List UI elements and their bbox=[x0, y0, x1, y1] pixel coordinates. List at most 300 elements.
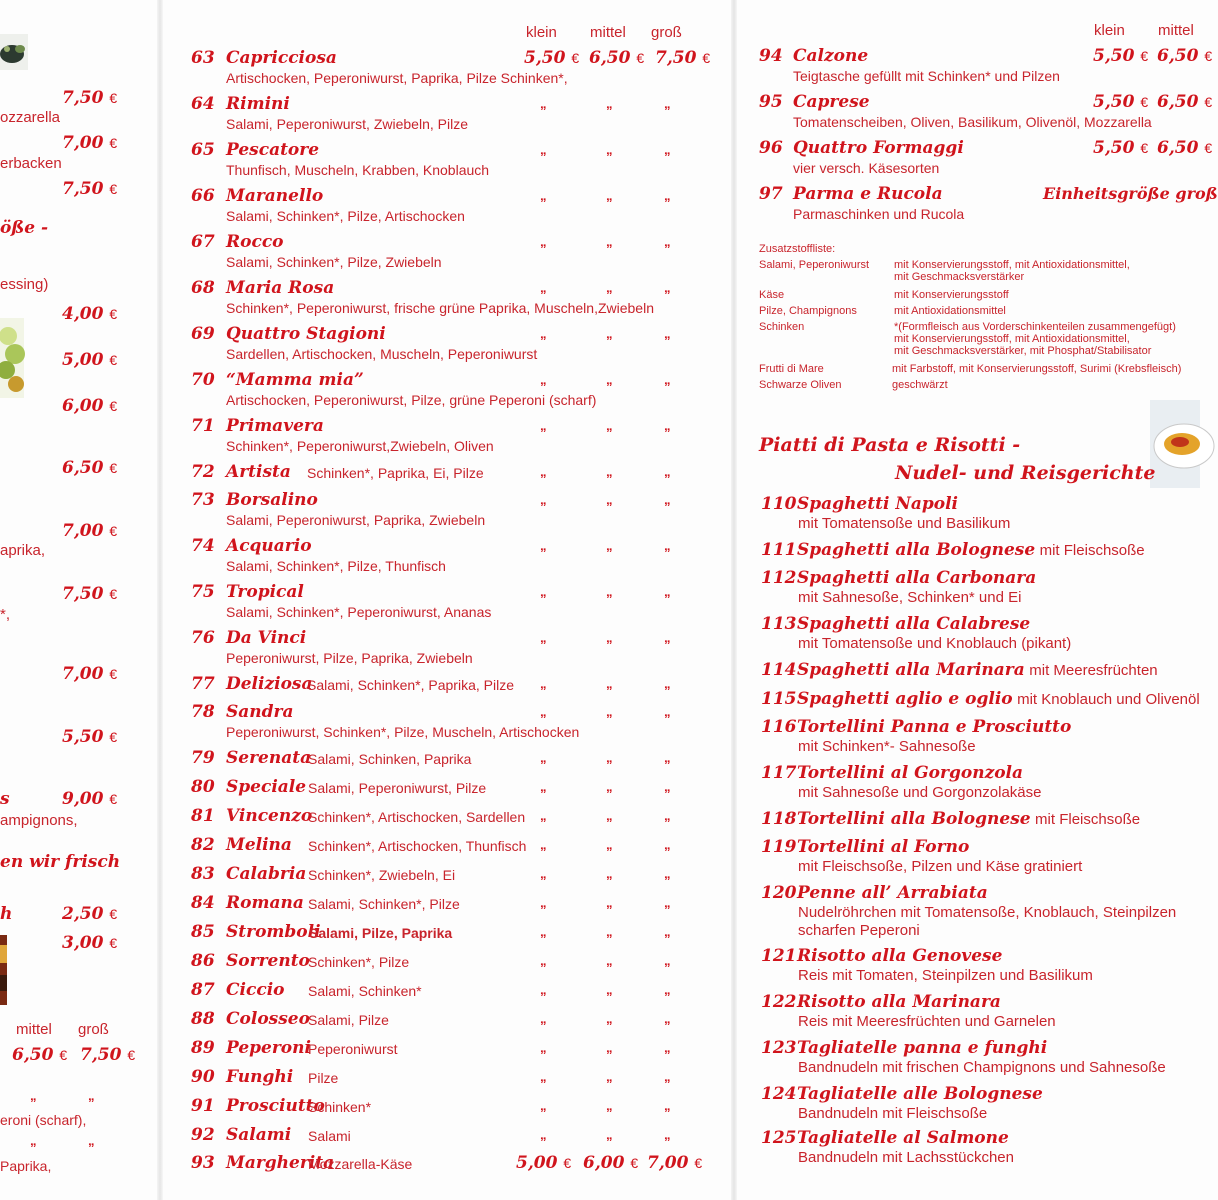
price-gross: 7,50 € bbox=[80, 1045, 136, 1065]
price bbox=[1157, 138, 1212, 158]
item-name: Risotto alla Genovese bbox=[797, 946, 1003, 966]
left-fragment: *, bbox=[0, 606, 11, 623]
ditto-mark: „ bbox=[664, 326, 672, 341]
item-number: 63 bbox=[191, 48, 215, 68]
item-number: 123 bbox=[761, 1038, 797, 1058]
price: 3,00 € bbox=[62, 933, 118, 953]
right-fold-shadow bbox=[731, 0, 737, 1200]
currency: € bbox=[1204, 94, 1213, 110]
item-number: 89 bbox=[191, 1038, 215, 1058]
item-name: Pescatore bbox=[226, 140, 320, 160]
additive-label: Frutti di Mare bbox=[759, 363, 824, 375]
ditto-mark: „ bbox=[540, 280, 548, 295]
item-number: 121 bbox=[761, 946, 797, 966]
ditto-mark: „ bbox=[606, 953, 614, 968]
currency: € bbox=[630, 1155, 639, 1171]
price bbox=[1093, 46, 1148, 66]
item-name: Peperoni bbox=[226, 1038, 311, 1058]
item-name: Caprese bbox=[793, 92, 870, 112]
ditto-mark: „ bbox=[540, 630, 548, 645]
ditto-mark: „ bbox=[606, 676, 614, 691]
ditto-mark: „ bbox=[606, 418, 614, 433]
item-name: Borsalino bbox=[226, 490, 318, 510]
item-description: Tomatenscheiben, Oliven, Basilikum, Olivenöl, Mozzarella bbox=[793, 114, 1152, 130]
ditto-mark: „ bbox=[606, 492, 614, 507]
ditto-mark: „ bbox=[88, 1133, 96, 1148]
left-fragment: ozzarella bbox=[0, 109, 61, 126]
item-number: 79 bbox=[191, 748, 215, 768]
price: 7,50 € bbox=[62, 584, 118, 604]
price: 2,50 € bbox=[62, 904, 118, 924]
ditto-mark: „ bbox=[664, 372, 672, 387]
additive-text: mit Geschmacksverstärker, mit Phosphat/Stabilisator bbox=[894, 345, 1152, 357]
item-name-line bbox=[797, 689, 1200, 709]
additive-label: Pilze, Champignons bbox=[759, 305, 857, 317]
size-header-mittel: mittel bbox=[590, 24, 626, 41]
additives-title: Zusatzstoffliste: bbox=[759, 243, 836, 255]
item-description: Parmaschinken und Rucola bbox=[793, 206, 965, 222]
item-name: Spaghetti alla Bolognese bbox=[797, 540, 1036, 560]
item-name: Spaghetti alla Carbonara bbox=[797, 568, 1037, 588]
item-name: Colosseo bbox=[226, 1009, 310, 1029]
ditto-mark: „ bbox=[606, 464, 614, 479]
pasta-section-subheading: Nudel- und Reisgerichte bbox=[895, 462, 1156, 484]
item-description: Mozzarella-Käse bbox=[308, 1156, 413, 1172]
item-name: Spaghetti alla Calabrese bbox=[797, 614, 1031, 634]
currency: € bbox=[1140, 48, 1149, 64]
item-name: Quattro Stagioni bbox=[226, 324, 386, 344]
price-value: 6,00 bbox=[583, 1153, 625, 1173]
price-value: 6,50 bbox=[1157, 92, 1199, 112]
item-name: Deliziosa bbox=[226, 674, 313, 694]
item-description: Schinken*, Artischocken, Sardellen bbox=[308, 809, 526, 825]
price bbox=[524, 48, 579, 68]
price-value: 5,50 bbox=[524, 48, 566, 68]
ditto-mark: „ bbox=[540, 1127, 548, 1142]
ditto-mark: „ bbox=[664, 1127, 672, 1142]
ditto-mark: „ bbox=[606, 837, 614, 852]
item-description: Artischocken, Peperoniwurst, Pilze, grüne Peperoni (scharf) bbox=[226, 392, 597, 408]
item-description: Schinken* bbox=[308, 1099, 372, 1115]
price: 5,00 € bbox=[62, 350, 118, 370]
item-description: Salami, Schinken, Paprika bbox=[308, 751, 472, 767]
item-description: Salami, Schinken*, Paprika, Pilze bbox=[307, 677, 514, 693]
ditto-mark: „ bbox=[540, 418, 548, 433]
item-number: 91 bbox=[191, 1096, 215, 1116]
ditto-mark: „ bbox=[540, 895, 548, 910]
item-name: Tortellini al Forno bbox=[797, 837, 970, 857]
ditto-mark: „ bbox=[540, 837, 548, 852]
currency: € bbox=[1204, 140, 1213, 156]
item-name-line bbox=[797, 568, 1036, 588]
price: 7,00 € bbox=[62, 664, 118, 684]
ditto-mark: „ bbox=[606, 1127, 614, 1142]
ditto-mark: „ bbox=[30, 1088, 38, 1103]
item-description: mit Meeresfrüchten bbox=[1029, 662, 1158, 679]
ditto-mark: „ bbox=[664, 895, 672, 910]
ditto-mark: „ bbox=[664, 234, 672, 249]
item-number: 81 bbox=[191, 806, 215, 826]
ditto-mark: „ bbox=[540, 676, 548, 691]
item-description: Reis mit Tomaten, Steinpilzen und Basilikum bbox=[798, 967, 1093, 984]
item-number: 68 bbox=[191, 278, 215, 298]
item-number: 119 bbox=[761, 837, 797, 857]
item-name: Sorrento bbox=[226, 951, 310, 971]
ditto-mark: „ bbox=[664, 96, 672, 111]
additive-text: mit Geschmacksverstärker bbox=[894, 271, 1025, 283]
item-description: Salami, Schinken*, Pilze, Zwiebeln bbox=[226, 254, 442, 270]
item-description: Bandnudeln mit Lachsstückchen bbox=[798, 1149, 1014, 1166]
size-header-klein: klein bbox=[1094, 22, 1125, 39]
price: 7,50 € bbox=[62, 179, 118, 199]
item-name-line bbox=[797, 837, 969, 857]
left-fragment: öße - bbox=[0, 218, 49, 238]
item-name-line bbox=[797, 883, 988, 903]
price-value: 6,50 bbox=[1157, 46, 1199, 66]
item-description: Salami bbox=[308, 1128, 351, 1144]
ditto-mark: „ bbox=[664, 808, 672, 823]
item-description: mit Fleischsoße, Pilzen und Käse gratiniert bbox=[798, 858, 1083, 875]
item-description: Nudelröhrchen mit Tomatensoße, Knoblauch, Steinpilzen bbox=[798, 904, 1177, 921]
additive-text: mit Konservierungsstoff bbox=[894, 289, 1009, 301]
item-name: Rimini bbox=[226, 94, 290, 114]
ditto-mark: „ bbox=[664, 1011, 672, 1026]
ditto-mark: „ bbox=[606, 982, 614, 997]
left-fragment: Paprika, bbox=[0, 1158, 52, 1174]
ditto-mark: „ bbox=[606, 1011, 614, 1026]
ditto-mark: „ bbox=[540, 188, 548, 203]
item-description: Salami, Pilze bbox=[308, 1012, 389, 1028]
item-name: Funghi bbox=[226, 1067, 294, 1087]
item-description: mit Knoblauch und Olivenöl bbox=[1017, 691, 1200, 708]
item-description: Salami, Peperoniwurst, Paprika, Zwiebeln bbox=[226, 512, 486, 528]
left-fold-shadow bbox=[157, 0, 163, 1200]
ditto-mark: „ bbox=[664, 866, 672, 881]
food-photo-top-left bbox=[0, 34, 28, 70]
item-name-line bbox=[797, 1038, 1047, 1058]
ditto-mark: „ bbox=[606, 1069, 614, 1084]
item-name: Melina bbox=[226, 835, 292, 855]
item-name: Speciale bbox=[226, 777, 307, 797]
item-name: Parma e Rucola bbox=[793, 184, 943, 204]
ditto-mark: „ bbox=[664, 492, 672, 507]
item-description: Schinken*, Paprika, Ei, Pilze bbox=[307, 465, 484, 481]
ditto-mark: „ bbox=[540, 234, 548, 249]
price: 5,50 € bbox=[62, 727, 118, 747]
item-name-line bbox=[797, 1128, 1009, 1148]
item-number: 111 bbox=[761, 540, 797, 560]
left-fragment: aprika, bbox=[0, 542, 46, 559]
item-description: Schinken*, Pilze bbox=[308, 954, 410, 970]
item-name: Risotto alla Marinara bbox=[797, 992, 1001, 1012]
item-number: 94 bbox=[759, 46, 783, 66]
currency: € bbox=[636, 50, 645, 66]
item-name: Salami bbox=[226, 1125, 292, 1145]
left-fragment: h bbox=[0, 904, 13, 924]
item-description: mit Sahnesoße, Schinken* und Ei bbox=[798, 589, 1022, 606]
ditto-mark: „ bbox=[606, 538, 614, 553]
item-number: 73 bbox=[191, 490, 215, 510]
price: 7,00 € bbox=[62, 521, 118, 541]
currency: € bbox=[1140, 140, 1149, 156]
item-number: 122 bbox=[761, 992, 797, 1012]
left-fragment: erbacken bbox=[0, 155, 62, 172]
item-description: Peperoniwurst, Pilze, Paprika, Zwiebeln bbox=[226, 650, 473, 666]
price-value: 5,50 bbox=[1093, 46, 1135, 66]
price bbox=[1093, 138, 1148, 158]
item-number: 115 bbox=[761, 689, 797, 709]
item-number: 72 bbox=[191, 462, 215, 482]
ditto-mark: „ bbox=[540, 704, 548, 719]
item-description: Peperoniwurst, Schinken*, Pilze, Muscheln, Artischocken bbox=[226, 724, 580, 740]
item-name: Tagliatelle alle Bolognese bbox=[797, 1084, 1043, 1104]
ditto-mark: „ bbox=[540, 924, 548, 939]
ditto-mark: „ bbox=[606, 808, 614, 823]
item-number: 69 bbox=[191, 324, 215, 344]
item-name: Stromboli bbox=[226, 922, 321, 942]
item-number: 78 bbox=[191, 702, 215, 722]
ditto-mark: „ bbox=[540, 464, 548, 479]
ditto-mark: „ bbox=[606, 326, 614, 341]
size-header-gross: groß bbox=[651, 24, 682, 41]
item-description: Salami, Peperoniwurst, Pilze bbox=[308, 780, 487, 796]
item-name: Serenata bbox=[226, 748, 312, 768]
item-description: Schinken*, Peperoniwurst,Zwiebeln, Oliven bbox=[226, 438, 494, 454]
item-name: Tortellini Panna e Prosciutto bbox=[797, 717, 1072, 737]
item-name: Spaghetti alla Marinara bbox=[797, 660, 1025, 680]
ditto-mark: „ bbox=[606, 924, 614, 939]
item-name: Quattro Formaggi bbox=[793, 138, 964, 158]
item-description: mit Tomatensoße und Basilikum bbox=[798, 515, 1011, 532]
item-number: 92 bbox=[191, 1125, 215, 1145]
price-value: 6,50 bbox=[1157, 138, 1199, 158]
ditto-mark: „ bbox=[664, 280, 672, 295]
item-number: 125 bbox=[761, 1128, 797, 1148]
ditto-mark: „ bbox=[540, 326, 548, 341]
item-name-line bbox=[797, 763, 1023, 783]
item-name: Sandra bbox=[226, 702, 294, 722]
item-number: 83 bbox=[191, 864, 215, 884]
ditto-mark: „ bbox=[664, 1040, 672, 1055]
item-description: Peperoniwurst bbox=[308, 1041, 398, 1057]
item-number: 113 bbox=[761, 614, 797, 634]
price bbox=[516, 1153, 571, 1173]
ditto-mark: „ bbox=[540, 1098, 548, 1113]
ditto-mark: „ bbox=[664, 1098, 672, 1113]
item-number: 65 bbox=[191, 140, 215, 160]
item-name: Tortellini al Gorgonzola bbox=[797, 763, 1024, 783]
item-name: “Mamma mia” bbox=[226, 370, 364, 390]
price bbox=[583, 1153, 638, 1173]
item-number: 86 bbox=[191, 951, 215, 971]
ditto-mark: „ bbox=[606, 372, 614, 387]
item-description: Thunfisch, Muscheln, Krabben, Knoblauch bbox=[226, 162, 490, 178]
item-number: 67 bbox=[191, 232, 215, 252]
item-name-line bbox=[797, 540, 1145, 560]
additive-text: mit Konservierungsstoff, mit Antioxidationsmittel, bbox=[894, 259, 1130, 271]
item-description: Bandnudeln mit frischen Champignons und Sahnesoße bbox=[798, 1059, 1166, 1076]
price: 6,50 € bbox=[62, 458, 118, 478]
item-name: Prosciutto bbox=[226, 1096, 325, 1116]
price-mittel: 6,50 € bbox=[12, 1045, 68, 1065]
ditto-mark: „ bbox=[664, 704, 672, 719]
additive-text: mit Antioxidationsmittel bbox=[894, 305, 1006, 317]
ditto-mark: „ bbox=[606, 866, 614, 881]
ditto-mark: „ bbox=[664, 418, 672, 433]
currency: € bbox=[571, 50, 580, 66]
item-name: Spaghetti aglio e oglio bbox=[797, 689, 1013, 709]
ditto-mark: „ bbox=[606, 142, 614, 157]
ditto-mark: „ bbox=[606, 704, 614, 719]
item-description: Schinken*, Artischocken, Thunfisch bbox=[308, 838, 527, 854]
left-fragment: essing) bbox=[0, 276, 49, 293]
item-number: 96 bbox=[759, 138, 783, 158]
item-number: 97 bbox=[759, 184, 783, 204]
item-number: 90 bbox=[191, 1067, 215, 1087]
item-name-line bbox=[797, 614, 1030, 634]
ditto-mark: „ bbox=[540, 538, 548, 553]
currency: € bbox=[694, 1155, 703, 1171]
item-number: 77 bbox=[191, 674, 215, 694]
ditto-mark: „ bbox=[606, 234, 614, 249]
item-description: Sardellen, Artischocken, Muscheln, Peperoniwurst bbox=[226, 346, 538, 362]
item-number: 71 bbox=[191, 416, 215, 436]
item-name: Penne all’ Arrabiata bbox=[797, 883, 988, 903]
item-number: 95 bbox=[759, 92, 783, 112]
ditto-mark: „ bbox=[540, 779, 548, 794]
ditto-mark: „ bbox=[664, 750, 672, 765]
ditto-mark: „ bbox=[540, 808, 548, 823]
item-description: Schinken*, Zwiebeln, Ei bbox=[308, 867, 456, 883]
additive-text: *(Formfleisch aus Vorderschinkenteilen zusammengefügt) bbox=[894, 321, 1176, 333]
price: 4,00 € bbox=[62, 304, 118, 324]
ditto-mark: „ bbox=[664, 1069, 672, 1084]
item-name: Maranello bbox=[226, 186, 324, 206]
price bbox=[1157, 46, 1212, 66]
item-description: Teigtasche gefüllt mit Schinken* und Pilzen bbox=[793, 68, 1060, 84]
ditto-mark: „ bbox=[664, 584, 672, 599]
size-header-gross: groß bbox=[78, 1021, 109, 1038]
item-description: mit Tomatensoße und Knoblauch (pikant) bbox=[798, 635, 1072, 652]
item-name: Tagliatelle panna e funghi bbox=[797, 1038, 1048, 1058]
ditto-mark: „ bbox=[664, 953, 672, 968]
item-number: 114 bbox=[761, 660, 797, 680]
item-name-line bbox=[797, 992, 1001, 1012]
ditto-mark: „ bbox=[606, 96, 614, 111]
item-name-line bbox=[797, 1084, 1043, 1104]
ditto-mark: „ bbox=[88, 1088, 96, 1103]
item-number: 85 bbox=[191, 922, 215, 942]
additive-label: Schinken bbox=[759, 321, 805, 333]
item-number: 87 bbox=[191, 980, 215, 1000]
item-description: vier versch. Käsesorten bbox=[793, 160, 940, 176]
price: 6,00 € bbox=[62, 396, 118, 416]
item-number: 124 bbox=[761, 1084, 797, 1104]
currency: € bbox=[702, 50, 711, 66]
item-number: 110 bbox=[761, 494, 797, 514]
price bbox=[655, 48, 710, 68]
item-name: Calabria bbox=[226, 864, 307, 884]
additive-label: Käse bbox=[759, 289, 785, 301]
ditto-mark: „ bbox=[540, 372, 548, 387]
ditto-mark: „ bbox=[664, 538, 672, 553]
price-value: 5,00 bbox=[516, 1153, 558, 1173]
item-number: 76 bbox=[191, 628, 215, 648]
currency: € bbox=[1204, 48, 1213, 64]
item-number: 74 bbox=[191, 536, 215, 556]
item-name: Rocco bbox=[226, 232, 284, 252]
item-name: Capricciosa bbox=[226, 48, 337, 68]
ditto-mark: „ bbox=[664, 142, 672, 157]
item-description: scharfen Peperoni bbox=[798, 922, 920, 939]
item-name: Ciccio bbox=[226, 980, 285, 1000]
item-number: 112 bbox=[761, 568, 797, 588]
ditto-mark: „ bbox=[540, 492, 548, 507]
additive-text: mit Konservierungsstoff, mit Antioxidationsmittel, bbox=[894, 333, 1130, 345]
ditto-mark: „ bbox=[540, 584, 548, 599]
currency: € bbox=[563, 1155, 572, 1171]
ditto-mark: „ bbox=[664, 630, 672, 645]
price bbox=[647, 1153, 702, 1173]
salad-photo bbox=[0, 318, 24, 398]
item-description: mit Schinken*- Sahnesoße bbox=[798, 738, 976, 755]
size-header-klein: klein bbox=[526, 24, 557, 41]
item-name-line bbox=[797, 809, 1140, 829]
item-number: 116 bbox=[761, 717, 797, 737]
item-description: Salami, Pilze, Paprika bbox=[309, 925, 453, 941]
item-description: Salami, Schinken*, Pilze, Artischocken bbox=[226, 208, 465, 224]
item-name: Da Vinci bbox=[226, 628, 307, 648]
item-name: Margherita bbox=[226, 1153, 335, 1173]
pasta-section-heading: Piatti di Pasta e Risotti - bbox=[759, 434, 1021, 456]
item-name: Tropical bbox=[226, 582, 304, 602]
item-number: 70 bbox=[191, 370, 215, 390]
left-fragment: en wir frisch bbox=[0, 852, 121, 872]
item-number: 118 bbox=[761, 809, 797, 829]
ditto-mark: „ bbox=[664, 188, 672, 203]
item-description: Salami, Schinken*, Pilze, Thunfisch bbox=[226, 558, 446, 574]
ditto-mark: „ bbox=[540, 1011, 548, 1026]
ditto-mark: „ bbox=[606, 895, 614, 910]
item-name: Vincenzo bbox=[226, 806, 313, 826]
ditto-mark: „ bbox=[664, 464, 672, 479]
item-description: Salami, Schinken*, Pilze bbox=[308, 896, 460, 912]
ditto-mark: „ bbox=[606, 188, 614, 203]
price bbox=[1093, 92, 1148, 112]
ditto-mark: „ bbox=[606, 779, 614, 794]
item-name-line bbox=[797, 494, 958, 514]
additive-label: Salami, Peperoniwurst bbox=[759, 259, 870, 271]
item-name: Calzone bbox=[793, 46, 869, 66]
item-description: mit Fleischsoße bbox=[1039, 542, 1145, 559]
item-description: Bandnudeln mit Fleischsoße bbox=[798, 1105, 988, 1122]
item-number: 82 bbox=[191, 835, 215, 855]
item-name: Tortellini alla Bolognese bbox=[797, 809, 1031, 829]
item-number: 88 bbox=[191, 1009, 215, 1029]
item-name-line bbox=[797, 946, 1002, 966]
item-name: Tagliatelle al Salmone bbox=[797, 1128, 1009, 1148]
price-value: 7,00 bbox=[647, 1153, 689, 1173]
ditto-mark: „ bbox=[540, 982, 548, 997]
left-fragment: eroni (scharf), bbox=[0, 1112, 87, 1128]
pasta-photo bbox=[1150, 400, 1200, 488]
item-description: mit Fleischsoße bbox=[1035, 811, 1141, 828]
size-header-mittel: mittel bbox=[1158, 22, 1194, 39]
item-description: Salami, Schinken*, Peperoniwurst, Ananas bbox=[226, 604, 492, 620]
price-value: 7,50 bbox=[655, 48, 697, 68]
item-number: 75 bbox=[191, 582, 215, 602]
ditto-mark: „ bbox=[664, 676, 672, 691]
